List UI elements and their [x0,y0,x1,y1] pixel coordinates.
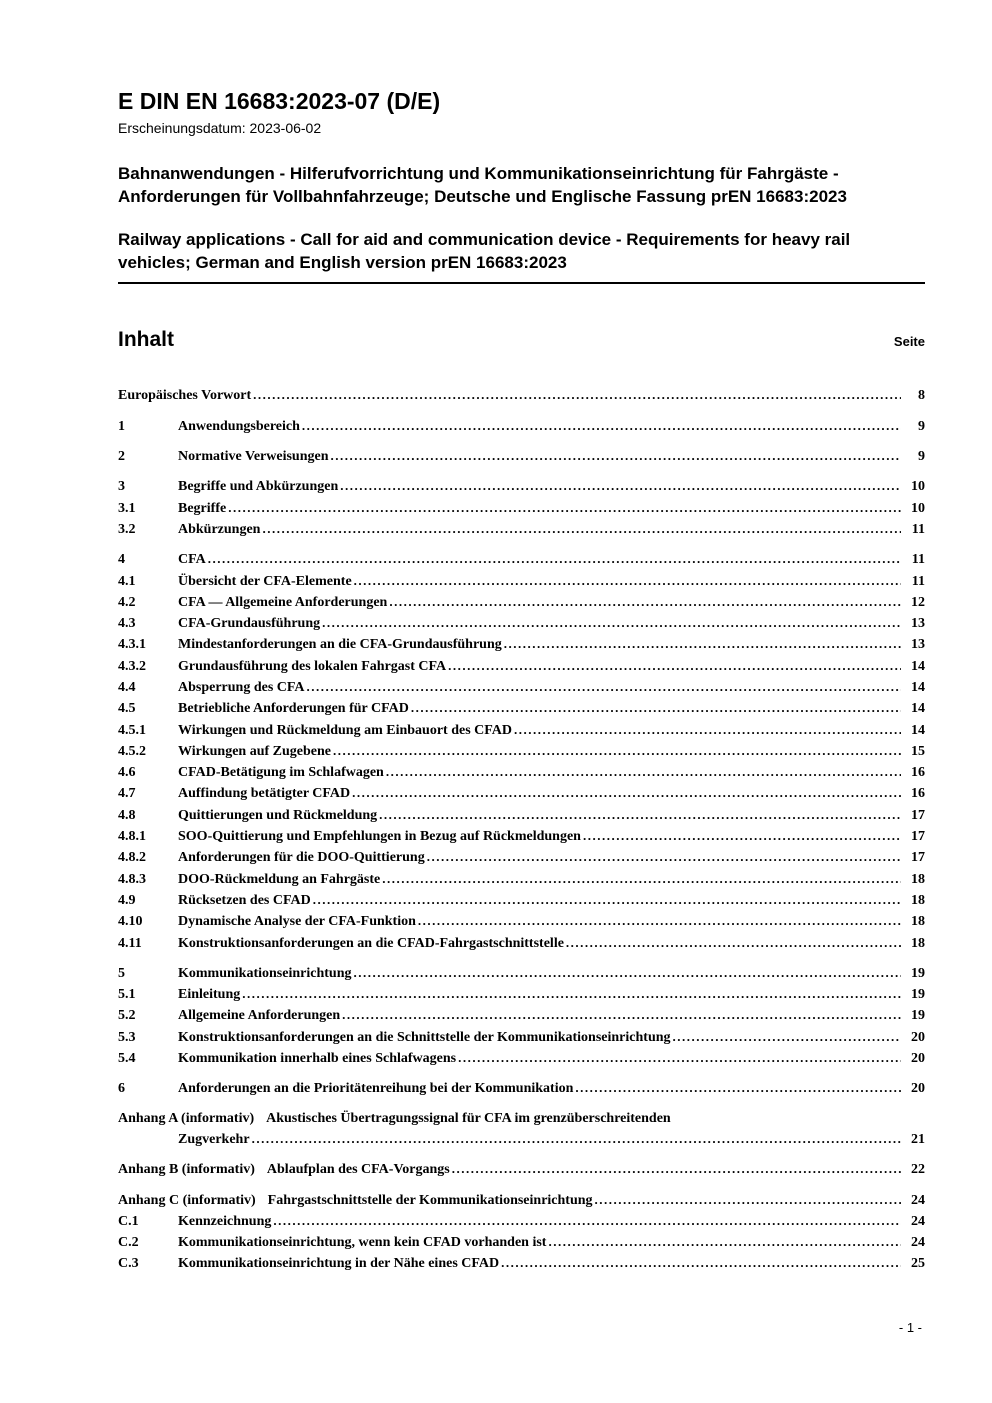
toc-entry-number: 3 [118,479,125,495]
toc-entry [118,446,925,467]
toc-entry [118,741,925,762]
toc-entry-title: Normative Verweisungen [178,449,329,465]
toc-entry-page: 24 [911,1235,925,1251]
toc-entry-page: 20 [911,1081,925,1097]
toc-dot-leader [342,1005,901,1026]
toc-entry-title: SOO-Quittierung und Empfehlungen in Bezug auf Rückmeldungen [178,829,581,845]
toc-entry-page: 14 [911,722,925,738]
toc-entry [118,1159,925,1180]
page-number-footer: - 1 - [898,1320,922,1335]
toc-entry [118,656,925,677]
toc-entry-title: Zugverkehr [178,1131,250,1147]
toc-entry-page: 14 [911,680,925,695]
toc-dot-leader [354,571,901,592]
toc-entry-number: 2 [118,449,125,465]
toc-entry-number: 4 [118,552,125,568]
toc-dot-leader [352,783,901,804]
toc-entry [118,519,925,540]
toc-entry-continuation [118,1129,925,1150]
toc-dot-leader [583,826,901,847]
toc-entry-number: 3.1 [118,500,136,516]
toc-entry-page: 10 [911,479,925,495]
toc-entry-title: DOO-Rückmeldung an Fahrgäste [178,871,381,887]
toc-entry-page: 17 [911,829,925,845]
toc-entry-number: 4.2 [118,594,136,610]
toc-entry-page: 16 [911,765,925,781]
toc-dot-leader [340,476,901,497]
toc-group [118,446,925,467]
toc-entry [118,1232,925,1253]
toc-entry [118,1211,925,1232]
toc-entry-number: 5 [118,965,125,981]
toc-entry-title: Grundausführung des lokalen Fahrgast CFA [178,658,447,674]
toc-entry [118,890,925,911]
toc-dot-leader [273,1211,901,1232]
toc-dot-leader [452,1159,901,1180]
toc-entry-title: Übersicht der CFA-Elemente [178,573,352,589]
toc-header-row [118,328,925,352]
toc-group [118,1190,925,1275]
toc-entry [118,783,925,804]
toc-entry-number: 4.10 [118,914,143,930]
toc-dot-leader [504,634,901,655]
toc-entry-page: 20 [911,1029,925,1045]
toc-entry-number: C.1 [118,1213,139,1229]
toc-entry-title: Konstruktionsanforderungen an die Schnittstelle der Kommunikationseinrichtung [178,1029,671,1045]
toc-entry-title: Kommunikationseinrichtung [178,965,352,981]
toc-entry-number: 6 [118,1081,125,1097]
toc-entry-title: Akustisches Übertragungssignal für CFA im grenzüberschreitenden [266,1110,671,1126]
toc-dot-leader [427,847,901,868]
toc-entry-number: 3.2 [118,521,136,537]
toc-dot-leader [566,933,901,954]
toc-entry-title: CFA-Grundausführung [178,616,321,632]
toc-entry-title: Absperrung des CFA [178,680,305,695]
toc-entry-number: 5.3 [118,1029,136,1045]
toc-entry-page: 25 [911,1256,925,1272]
toc-dot-leader [514,720,901,741]
toc-entry-page: 16 [911,786,925,802]
toc-entry-title: Einleitung [178,987,241,1003]
toc-entry [118,1027,925,1048]
toc-entry-page: 14 [911,658,925,674]
publish-date: Erscheinungsdatum: 2023-06-02 [118,120,322,136]
toc-entry-title: Anwendungsbereich [178,418,300,434]
toc-entry-number: 4.8.2 [118,850,146,866]
toc-entry-page: 11 [911,573,925,589]
toc-entry-number: 4.5.1 [118,722,146,738]
toc-dot-leader [333,741,901,762]
toc-dot-leader [307,677,901,698]
toc-entry-number: Anhang A (informativ) [118,1110,255,1126]
toc-dot-leader [673,1027,901,1048]
toc-entry [118,826,925,847]
toc-dot-leader [252,1129,901,1150]
toc-entry-page: 24 [911,1213,925,1229]
toc-entry-title: CFAD-Betätigung im Schlafwagen [178,765,384,781]
toc-entry [118,1078,925,1099]
toc-entry-page: 18 [911,914,925,930]
toc-group [118,963,925,1069]
toc-entry-page: 19 [911,1008,925,1024]
toc-entry-title: Begriffe und Abkürzungen [178,479,339,495]
toc-entry-title: Allgemeine Anforderungen [178,1008,341,1024]
toc-dot-leader [448,656,901,677]
toc-entry-page: 19 [911,987,925,1003]
toc-entry [118,805,925,826]
toc-entry-page: 17 [911,850,925,866]
toc-entry-number: 4.3.2 [118,658,146,674]
toc-entry-number: C.2 [118,1235,139,1251]
toc-entry [118,1190,925,1211]
toc-entry [118,549,925,570]
toc-entry [118,677,925,698]
toc-dot-leader [242,984,901,1005]
toc-entry-title: Kommunikationseinrichtung in der Nähe eines CFAD [178,1256,500,1272]
toc-entry-title: Kommunikation innerhalb eines Schlafwagens [178,1051,457,1067]
toc-dot-leader [382,869,901,890]
toc-entry [118,1109,925,1129]
toc-entry-page: 8 [918,388,925,404]
toc-group [118,1159,925,1180]
toc-entry-title: Fahrgastschnittstelle der Kommunikationseinrichtung [267,1192,593,1208]
toc-group [118,1078,925,1099]
toc-dot-leader [208,549,901,570]
toc-entry-page: 11 [911,521,925,537]
toc-entry-title: Ablaufplan des CFA-Vorgangs [266,1162,450,1178]
toc-entry-title: Dynamische Analyse der CFA-Funktion [178,914,416,930]
toc-entry-page: 18 [911,892,925,908]
toc-dot-leader [458,1048,901,1069]
toc-entry-page: 9 [918,449,925,465]
toc-entry-number: 4.5 [118,701,136,717]
toc-entry-page: 12 [911,594,925,610]
toc-group [118,385,925,406]
title-german: Bahnanwendungen - Hilferufvorrichtung und Kommunikationseinrichtung für Fahrgäste - Anforderungen für Vollbahnfahrzeuge; Deutsche und Englische Fassung prEN 16683:2023 [118,164,847,207]
toc-dot-leader [411,698,901,719]
toc-entry-title: Wirkungen auf Zugebene [178,743,331,759]
toc-entry-number: 5.1 [118,987,136,1003]
toc-group [118,416,925,437]
toc-entry-number: 5.4 [118,1051,136,1067]
toc-dot-leader [313,890,901,911]
toc-entry [118,571,925,592]
toc-entry-number: 4.4 [118,680,136,695]
toc-entry [118,911,925,932]
toc-entry-page: 13 [911,637,925,653]
toc-dot-leader [389,592,901,613]
toc-entry-number: 4.6 [118,765,136,781]
toc-entry-number: C.3 [118,1256,139,1272]
toc-dot-leader [595,1190,901,1211]
toc-entry-number: Anhang B (informativ) [118,1162,255,1178]
toc-dot-leader [322,613,901,634]
toc-entry-number: 4.1 [118,573,136,589]
toc-group [118,549,925,954]
toc-dot-leader [302,416,901,437]
toc-entry-page: 20 [911,1051,925,1067]
toc-entry-number: Anhang C (informativ) [118,1192,256,1208]
toc-entry-title: Begriffe [178,500,227,516]
toc-entry-title: CFA — Allgemeine Anforderungen [178,594,388,610]
toc-entry-number: 4.8 [118,807,136,823]
toc-entry-page: 15 [911,743,925,759]
toc-entry [118,592,925,613]
toc-entry-number: 1 [118,418,125,434]
toc-entry-title: Anforderungen für die DOO-Quittierung [178,850,425,866]
toc-list [118,385,925,1274]
toc-entry-number: 4.8.1 [118,829,146,845]
document-content [118,88,925,1284]
toc-entry-title: Europäisches Vorwort [118,388,252,404]
toc-entry [118,698,925,719]
toc-entry-title: Abkürzungen [178,521,261,537]
toc-entry-title: Auffindung betätigter CFAD [178,786,351,802]
toc-dot-leader [575,1078,901,1099]
toc-entry-page: 18 [911,871,925,887]
toc-entry-page: 18 [911,935,925,951]
toc-dot-leader [353,963,901,984]
toc-entry [118,869,925,890]
toc-entry [118,720,925,741]
toc-entry-page: 10 [911,500,925,516]
toc-entry-page: 21 [911,1131,925,1147]
toc-entry-title: Wirkungen und Rückmeldung am Einbauort des CFAD [178,722,513,738]
toc-entry-page: 13 [911,616,925,632]
toc-entry [118,1005,925,1026]
toc-entry [118,476,925,497]
toc-dot-leader [262,519,901,540]
toc-dot-leader [379,805,901,826]
toc-entry-title: Quittierungen und Rückmeldung [178,807,378,823]
toc-entry [118,385,925,406]
toc-group [118,1109,925,1151]
toc-entry [118,1253,925,1274]
toc-entry-number: 5.2 [118,1008,136,1024]
toc-entry-title: Anforderungen an die Prioritätenreihung bei der Kommunikation [178,1081,574,1097]
toc-entry [118,613,925,634]
toc-entry-number: 4.5.2 [118,743,146,759]
toc-entry-page: 17 [911,807,925,823]
toc-entry [118,847,925,868]
toc-entry-number: 4.3.1 [118,637,146,653]
toc-entry-number: 4.7 [118,786,136,802]
toc-entry [118,933,925,954]
toc-page-column-label: Seite [893,334,925,350]
toc-entry-page: 14 [911,701,925,717]
toc-entry-page: 11 [911,552,925,568]
toc-entry-number: 4.9 [118,892,136,908]
toc-entry-page: 19 [911,965,925,981]
toc-entry-title: Rücksetzen des CFAD [178,892,311,908]
toc-entry [118,963,925,984]
toc-dot-leader [386,762,901,783]
toc-dot-leader [501,1253,901,1274]
document-number: E DIN EN 16683:2023-07 (D/E) [118,88,441,114]
toc-group [118,476,925,540]
toc-entry-page: 22 [911,1162,925,1178]
toc-entry-number: 4.8.3 [118,871,146,887]
toc-entry-title: Betriebliche Anforderungen für CFAD [178,701,409,717]
toc-entry-title: Kommunikationseinrichtung, wenn kein CFAD vorhanden ist [178,1235,547,1251]
toc-entry-page: 24 [911,1192,925,1208]
toc-entry [118,416,925,437]
toc-entry-title: CFA [178,552,206,568]
toc-entry-number: 4.11 [118,935,142,951]
toc-heading: Inhalt [118,328,174,352]
toc-entry-number: 4.3 [118,616,136,632]
title-english: Railway applications - Call for aid and communication device - Requirements for heavy rail vehicles; German and English version prEN 16683:2023 [118,228,925,284]
toc-dot-leader [253,385,901,406]
toc-entry-page: 9 [918,418,925,434]
toc-entry [118,498,925,519]
toc-entry [118,634,925,655]
toc-entry [118,762,925,783]
toc-dot-leader [418,911,901,932]
toc-dot-leader [228,498,901,519]
toc-dot-leader [331,446,902,467]
toc-entry-title: Mindestanforderungen an die CFA-Grundausführung [178,637,502,653]
toc-entry [118,984,925,1005]
toc-entry [118,1048,925,1069]
toc-dot-leader [548,1232,901,1253]
toc-entry-title: Kennzeichnung [178,1213,272,1229]
toc-entry-title: Konstruktionsanforderungen an die CFAD-Fahrgastschnittstelle [178,935,564,951]
